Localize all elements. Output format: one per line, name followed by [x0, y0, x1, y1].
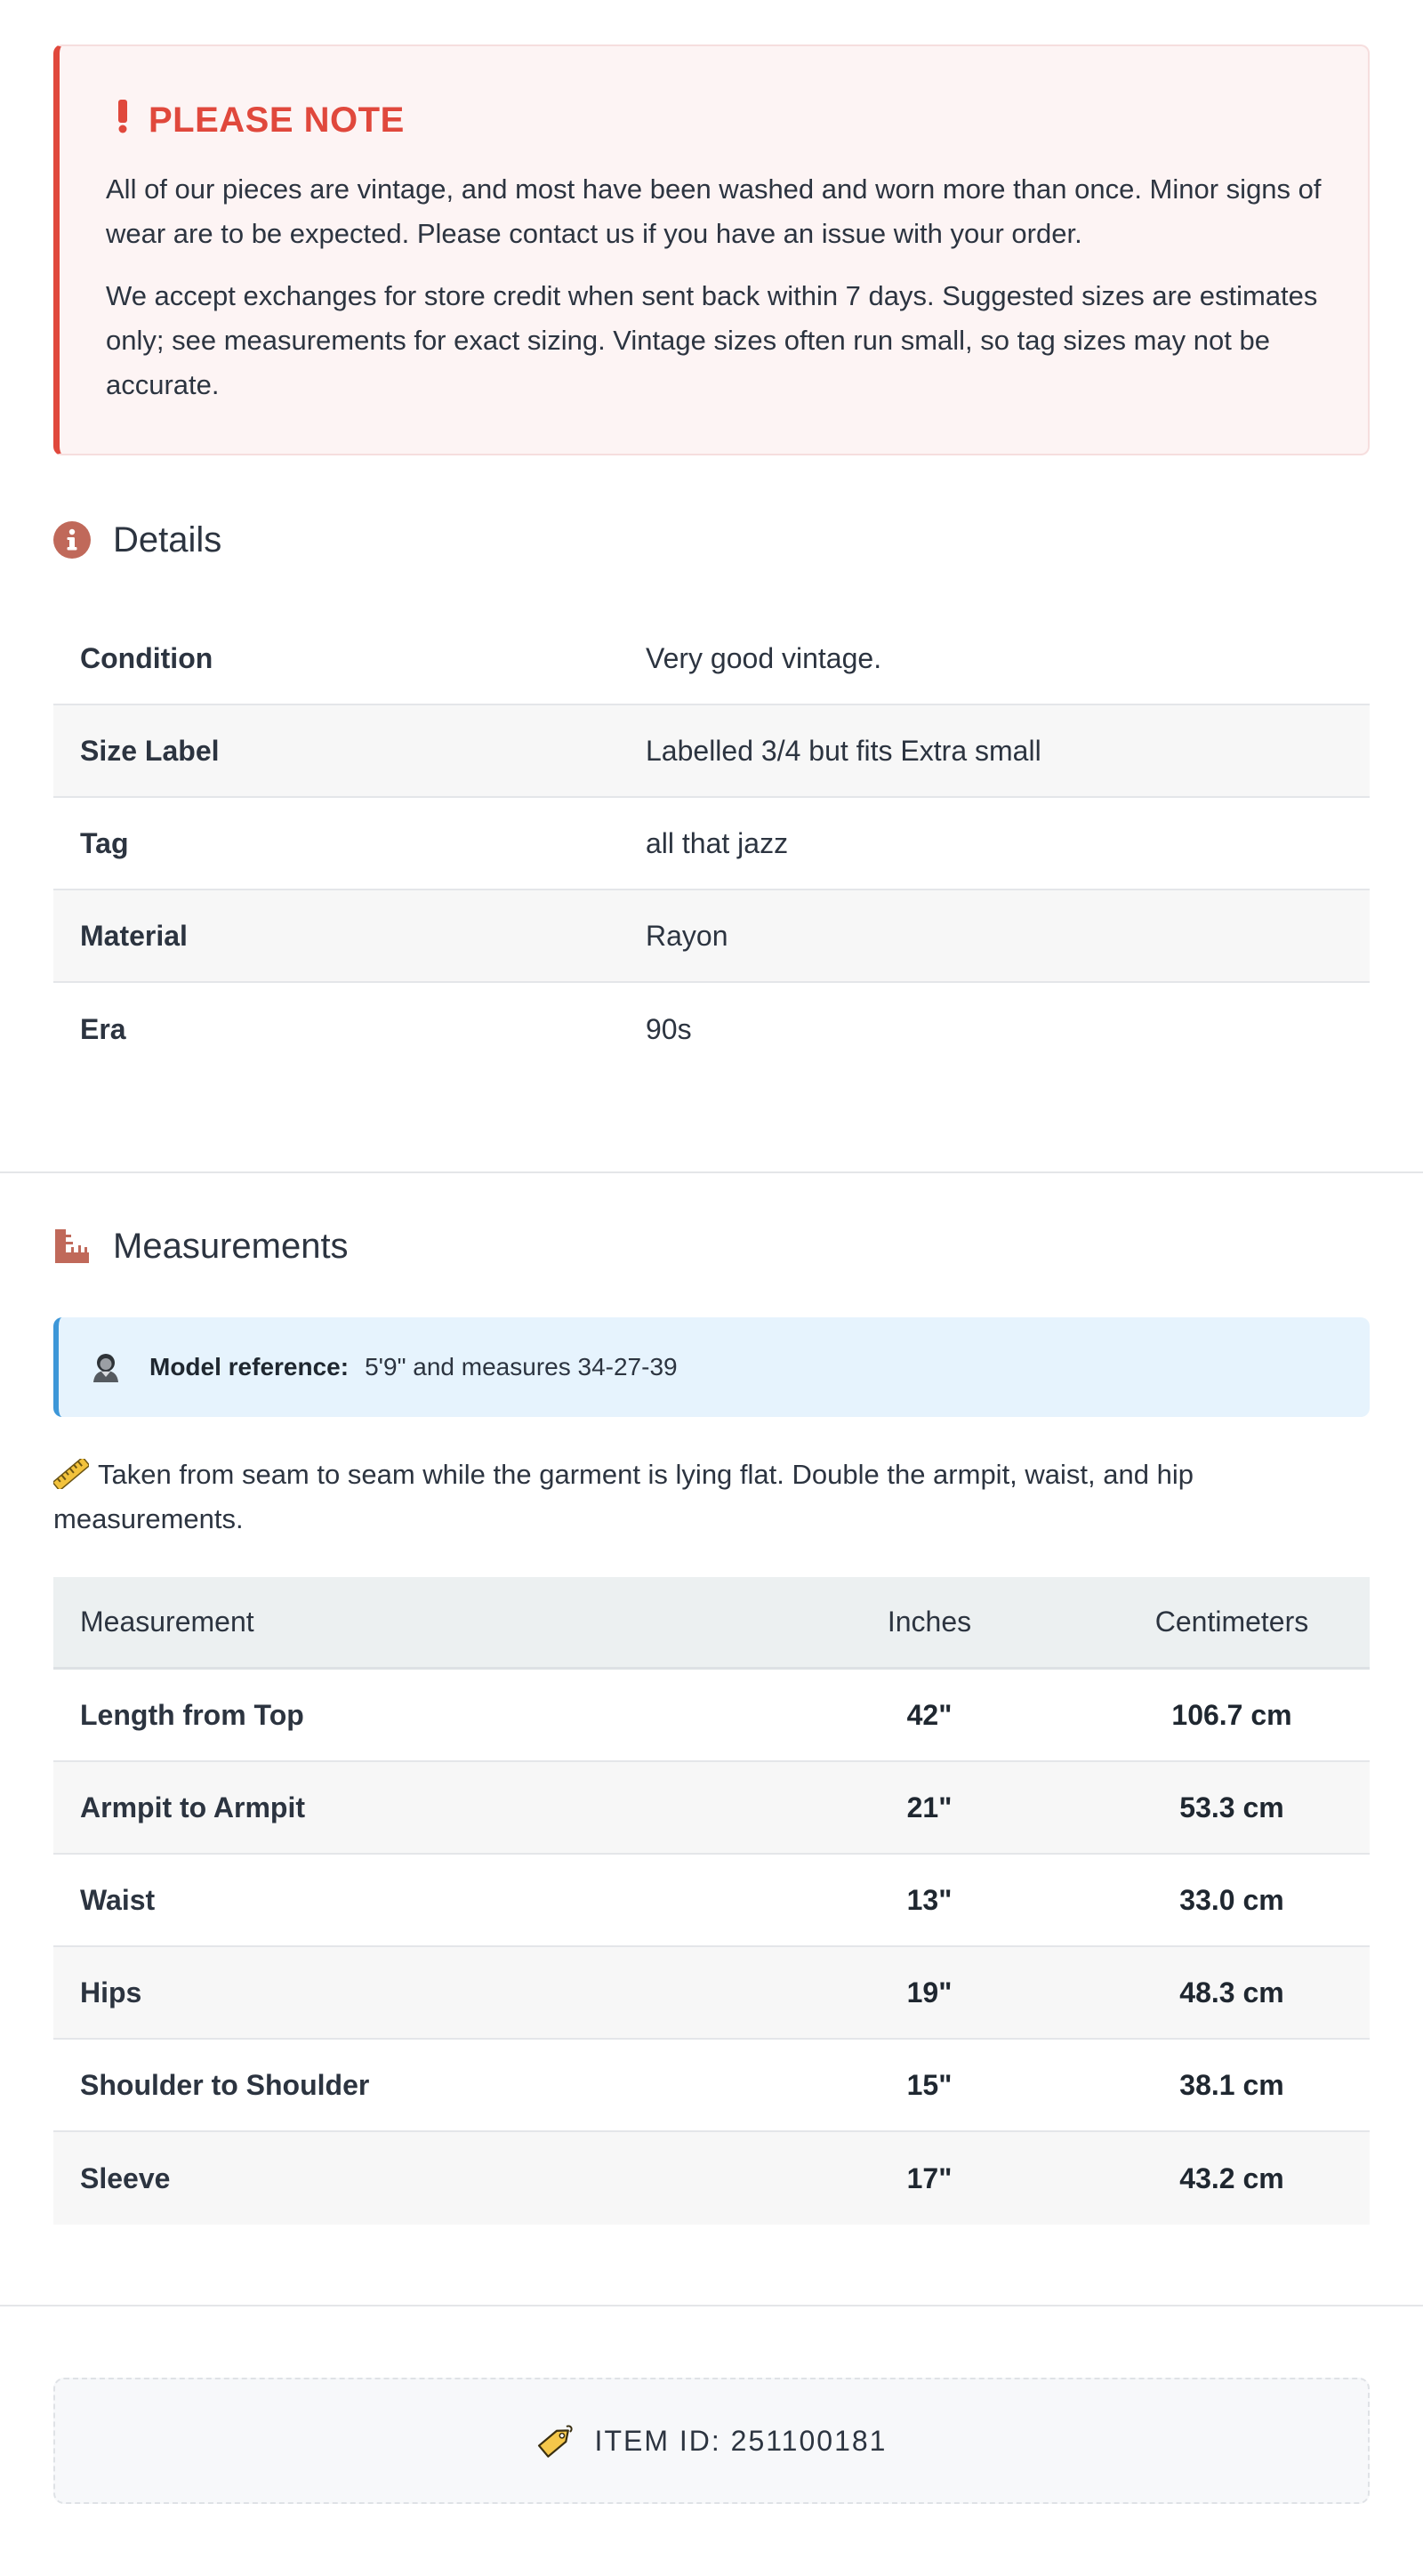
measurement-name: Sleeve — [80, 2161, 171, 2194]
measurement-cm: 53.3 cm — [1179, 1791, 1284, 1823]
table-row — [53, 2040, 1370, 2132]
model-reference-box — [53, 1317, 1370, 1417]
detail-label: Size Label — [80, 734, 220, 767]
column-header-inches: Inches — [887, 1606, 972, 1638]
table-row — [53, 1670, 1370, 1762]
table-header — [53, 1577, 1370, 1670]
price-tag-icon — [536, 2421, 575, 2460]
detail-value: Rayon — [646, 919, 728, 952]
table-row — [53, 613, 1370, 705]
measurements-title: Measurements — [113, 1226, 349, 1266]
table-row — [53, 1762, 1370, 1855]
measurement-inches: 17" — [906, 2161, 953, 2194]
measurements-table — [53, 1577, 1370, 2225]
measurement-inches: 19" — [906, 1976, 953, 2008]
detail-value: Labelled 3/4 but fits Extra small — [646, 734, 1041, 767]
measurement-cm: 38.1 cm — [1179, 2068, 1284, 2101]
measurement-cm: 106.7 cm — [1171, 1698, 1292, 1731]
measurement-name: Shoulder to Shoulder — [80, 2068, 370, 2101]
measurement-cm: 43.2 cm — [1179, 2161, 1284, 2194]
table-row — [53, 1855, 1370, 1947]
detail-value: Very good vintage. — [646, 641, 882, 674]
measurement-inches: 42" — [906, 1698, 953, 1731]
detail-value: all that jazz — [646, 826, 789, 859]
detail-value: 90s — [646, 1012, 692, 1045]
column-header-measurement: Measurement — [80, 1606, 254, 1638]
measurement-inches: 13" — [906, 1883, 953, 1916]
table-row — [53, 890, 1370, 983]
measurement-name: Length from Top — [80, 1698, 304, 1731]
measurement-cm: 33.0 cm — [1179, 1883, 1284, 1916]
detail-label: Tag — [80, 826, 129, 859]
measurement-name: Hips — [80, 1976, 142, 2008]
measurement-inches: 21" — [906, 1791, 953, 1823]
table-row — [53, 983, 1370, 1075]
detail-label: Era — [80, 1012, 126, 1045]
details-heading — [53, 513, 1370, 567]
ruler-pencil-icon — [53, 1459, 89, 1489]
product-info-page — [0, 44, 1423, 2576]
details-title: Details — [113, 519, 222, 559]
detail-label: Material — [80, 919, 188, 952]
table-body — [53, 1670, 1370, 2225]
measurement-note — [53, 1453, 1370, 1542]
table-row — [53, 2132, 1370, 2225]
info-circle-icon — [53, 521, 91, 559]
item-id-box — [53, 2378, 1370, 2504]
column-header-centimeters: Centimeters — [1154, 1606, 1309, 1638]
model-reference-label: Model reference: — [149, 1353, 350, 1381]
please-note-notice — [53, 44, 1370, 455]
notice-title-text: PLEASE NOTE — [149, 100, 405, 140]
section-divider — [0, 2305, 1423, 2306]
table-row — [53, 1947, 1370, 2040]
model-reference-value: 5'9" and measures 34-27-39 — [365, 1353, 678, 1381]
person-icon — [89, 1350, 123, 1384]
measurement-note-text: Taken from seam to seam while the garment is lying flat. Double the armpit, waist, and hip measurements. — [53, 1459, 1194, 1534]
measurement-name: Armpit to Armpit — [80, 1791, 306, 1823]
measurement-inches: 15" — [906, 2068, 953, 2101]
notice-title — [106, 98, 1322, 142]
item-id-text: ITEM ID: 251100181 — [594, 2424, 888, 2457]
ruler-icon — [53, 1228, 91, 1265]
detail-label: Condition — [80, 641, 213, 674]
table-row — [53, 798, 1370, 890]
details-table — [53, 613, 1370, 1075]
notice-paragraph-1: All of our pieces are vintage, and most have been washed and worn more than once. Minor signs of wear are to be expected. Please contact us if you have an issue with your order. — [106, 173, 1322, 249]
measurements-heading — [53, 1220, 1370, 1273]
table-row — [53, 705, 1370, 798]
measurement-name: Waist — [80, 1883, 156, 1916]
exclamation-icon — [106, 98, 140, 142]
notice-paragraph-2: We accept exchanges for store credit when sent back within 7 days. Suggested sizes are estimates only; see measurements for exact sizing. Vintage sizes often run small, so tag sizes may not be accurate. — [106, 280, 1318, 400]
measurement-cm: 48.3 cm — [1179, 1976, 1284, 2008]
section-divider — [0, 1171, 1423, 1173]
